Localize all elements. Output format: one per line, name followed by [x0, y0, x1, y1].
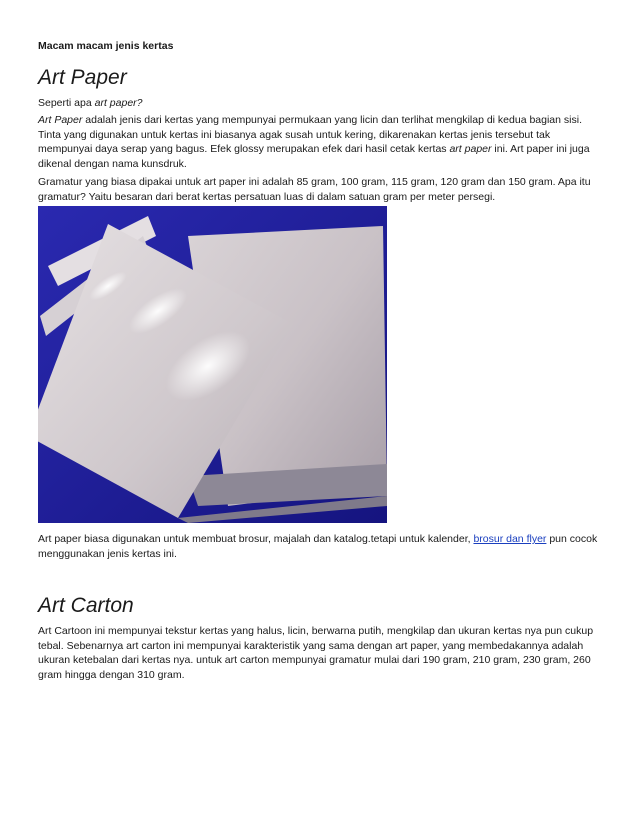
art-paper-photo	[38, 206, 387, 523]
art-paper-paragraph-3	[38, 532, 600, 561]
document-title: Macam macam jenis kertas	[38, 40, 174, 52]
art-paper-paragraph-2: Gramatur yang biasa dipakai untuk art paper ini adalah 85 gram, 100 gram, 115 gram, 120 gram dan 150 gram. Apa itu gramatur? Yaitu besaran dari berat kertas persatuan luas di dalam satuan gram per meter persegi.	[38, 176, 591, 203]
question-italic: art paper?	[94, 97, 143, 109]
question-prefix: Seperti apa	[38, 97, 95, 109]
paragraph-1-text: adalah jenis dari kertas yang mempunyai permukaan yang licin dan terlihat mengkilap di kedua bagian sisi. Tinta yang digunakan untuk kertas ini biasanya agak susah untuk kering, dikarenakan kertas jenis tersebut tak mempunyai daya serap yang bagus. Efek glossy merupakan efek dari hasil cetak kertas	[38, 114, 582, 155]
paragraph-3-text-2: pun cocok menggunakan jenis kertas ini.	[38, 533, 598, 560]
term-art-paper: Art Paper	[38, 114, 83, 126]
paragraph-1-text-2: ini. Art paper ini juga dikenal dengan nama kunsdruk.	[38, 143, 590, 170]
section-heading-art-paper: Art Paper	[38, 66, 127, 89]
art-paper-paragraph-1	[38, 113, 600, 171]
section-heading-art-carton: Art Carton	[38, 594, 134, 617]
question-line	[38, 96, 600, 111]
brosur-flyer-link[interactable]: brosur dan flyer	[473, 533, 547, 545]
paragraph-3-text: Art paper biasa digunakan untuk membuat brosur, majalah dan katalog.tetapi untuk kalender,	[38, 533, 474, 545]
term-art-paper-2: art paper	[449, 143, 492, 155]
art-paper-photo-graphic	[38, 206, 387, 523]
art-carton-paragraph: Art Cartoon ini mempunyai tekstur kertas yang halus, licin, berwarna putih, mengkilap dan ukuran kertas nya pun cukup tebal. Sebenarnya art carton ini mempunyai karakteristik yang sama dengan art paper, yang membedakannya adalah ukuran ketebalan dari kertas nya. untuk art carton mempunyai gramatur mulai dari 190 gram, 210 gram, 230 gram, 260 gram hingga dengan 310 gram.	[38, 625, 594, 681]
